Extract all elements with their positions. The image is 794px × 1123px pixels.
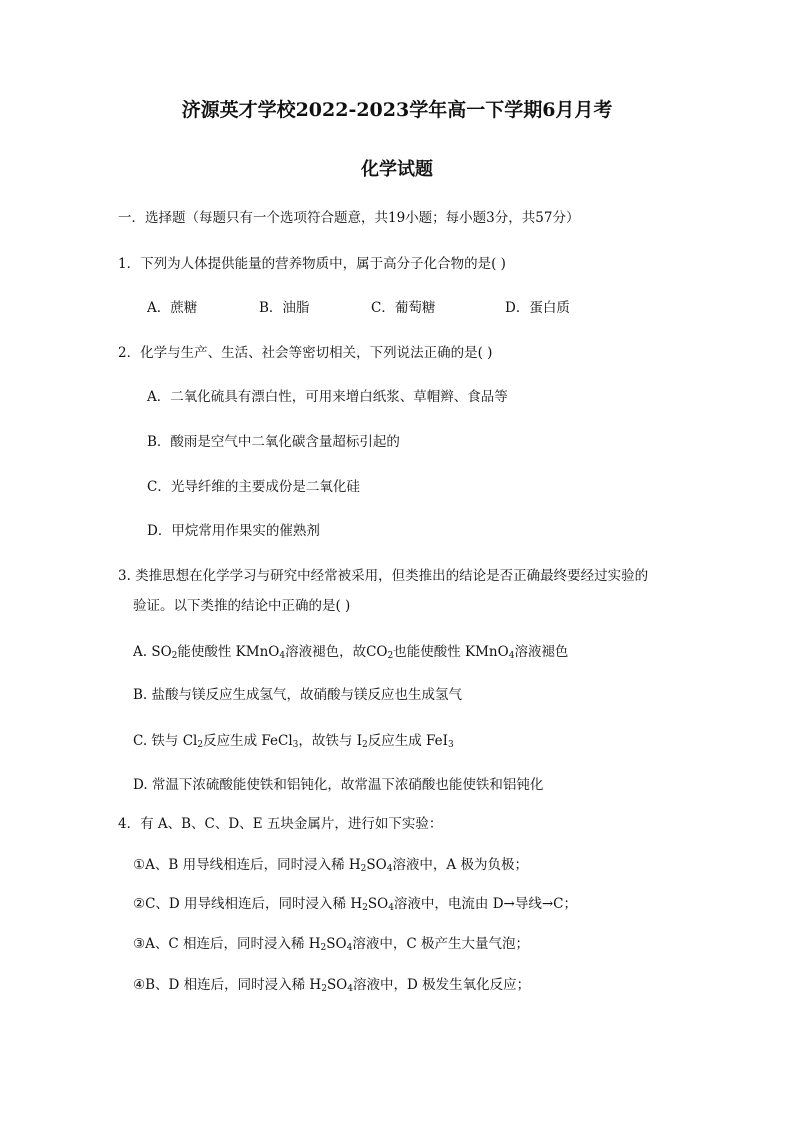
q4-item-3 xyxy=(133,935,529,953)
q4-4-text-3: 溶液中，D 极发生氧化反应； xyxy=(353,977,531,993)
q1-option-c: C．葡萄糖 xyxy=(371,300,436,316)
question-3-stem-line1: 3. 类推思想在化学学习与研究中经常被采用，但类推出的结论是否正确最终要经过实验的 xyxy=(118,568,649,584)
q4-2-text-3: 溶液中，电流由 D→导线→C； xyxy=(393,896,577,912)
q3-c-text-1: C. 铁与 Cl xyxy=(133,733,198,749)
q3-option-c xyxy=(133,732,454,750)
exam-subject: 化学试题 xyxy=(361,159,433,180)
q2-option-d: D．甲烷常用作果实的催熟剂 xyxy=(147,523,320,539)
q3-a-text-4: 也能使酸性 KMnO xyxy=(393,644,509,660)
q4-4-text-2: SO xyxy=(326,977,348,993)
q4-3-text-1: ③A、C 相连后，同时浸入稀 H xyxy=(133,936,321,952)
q3-a-text-5: 溶液褪色 xyxy=(514,644,569,660)
q4-1-text-3: 溶液中，A 极为负极； xyxy=(392,857,528,873)
q1-option-d: D．蛋白质 xyxy=(505,300,570,316)
q3-a-sub-4: 4 xyxy=(508,651,515,661)
q3-c-sub-2: 3 xyxy=(292,740,299,750)
q4-1-sub-1: 2 xyxy=(360,864,367,874)
q4-3-sub-2: 4 xyxy=(346,943,353,953)
q1-option-b: B．油脂 xyxy=(259,300,310,316)
q3-c-text-4: 反应生成 FeI xyxy=(367,733,449,749)
q3-option-d: D. 常温下浓硫酸能使铁和铝钝化，故常温下浓硝酸也能使铁和铝钝化 xyxy=(133,777,544,793)
question-2-stem: 2．化学与生产、生活、社会等密切相关，下列说法正确的是( ) xyxy=(118,345,493,361)
q3-c-sub-3: 2 xyxy=(362,740,368,750)
q3-option-a xyxy=(133,643,568,661)
q4-1-text-2: SO xyxy=(366,857,387,873)
q4-item-1 xyxy=(133,856,528,874)
q4-4-sub-2: 4 xyxy=(347,984,353,994)
question-1-stem: 1．下列为人体提供能量的营养物质中，属于高分子化合物的是( ) xyxy=(118,256,506,272)
q4-4-text-1: ④B、D 相连后，同时浸入稀 H xyxy=(133,977,322,993)
q3-c-text-2: 反应生成 FeCl xyxy=(203,733,293,749)
q4-3-text-2: SO xyxy=(326,936,347,952)
q4-3-sub-1: 2 xyxy=(320,943,327,953)
q2-option-c: C．光导纤维的主要成份是二氧化硅 xyxy=(147,479,360,495)
q4-3-text-3: 溶液中，C 极产生大量气泡； xyxy=(352,936,529,952)
q4-item-2 xyxy=(133,895,577,913)
q3-option-b: B. 盐酸与镁反应生成氢气，故硝酸与镁反应也生成氢气 xyxy=(133,687,463,703)
question-4-stem: 4．有 A、B、C、D、E 五块金属片，进行如下实验： xyxy=(118,816,443,832)
q4-item-4 xyxy=(133,976,530,994)
q4-4-sub-1: 2 xyxy=(321,984,327,994)
question-3-stem-line2: 验证。以下类推的结论中正确的是( ) xyxy=(133,598,351,614)
q3-c-text-3: ，故铁与 I xyxy=(298,733,363,749)
q4-2-sub-2: 4 xyxy=(388,903,394,913)
q3-a-sub-3: 2 xyxy=(387,651,394,661)
q4-2-text-2: SO xyxy=(367,896,389,912)
q3-a-sub-2: 4 xyxy=(279,651,286,661)
q4-1-sub-2: 4 xyxy=(386,864,393,874)
q3-c-sub-1: 2 xyxy=(197,740,204,750)
q2-option-b: B．酸雨是空气中二氧化碳含量超标引起的 xyxy=(147,434,400,450)
q2-option-a: A．二氧化硫具有漂白性，可用来增白纸浆、草帽辫、食品等 xyxy=(147,389,508,405)
q3-c-sub-4: 3 xyxy=(448,740,454,750)
q3-a-text-1: A. SO xyxy=(133,644,172,660)
section-heading: 一．选择题（每题只有一个选项符合题意，共19小题；每小题3分，共57分） xyxy=(118,210,580,226)
q4-2-text-1: ②C、D 用导线相连后，同时浸入稀 H xyxy=(133,896,363,912)
q4-1-text-1: ①A、B 用导线相连后，同时浸入稀 H xyxy=(133,857,361,873)
q1-option-a: A．蔗糖 xyxy=(147,300,198,316)
exam-title: 济源英才学校2022-2023学年高一下学期6月月考 xyxy=(181,99,613,121)
q3-a-text-3: 溶液褪色，故CO xyxy=(285,644,388,660)
q3-a-sub-1: 2 xyxy=(171,651,178,661)
q4-2-sub-1: 2 xyxy=(362,903,368,913)
q3-a-text-2: 能使酸性 KMnO xyxy=(177,644,280,660)
